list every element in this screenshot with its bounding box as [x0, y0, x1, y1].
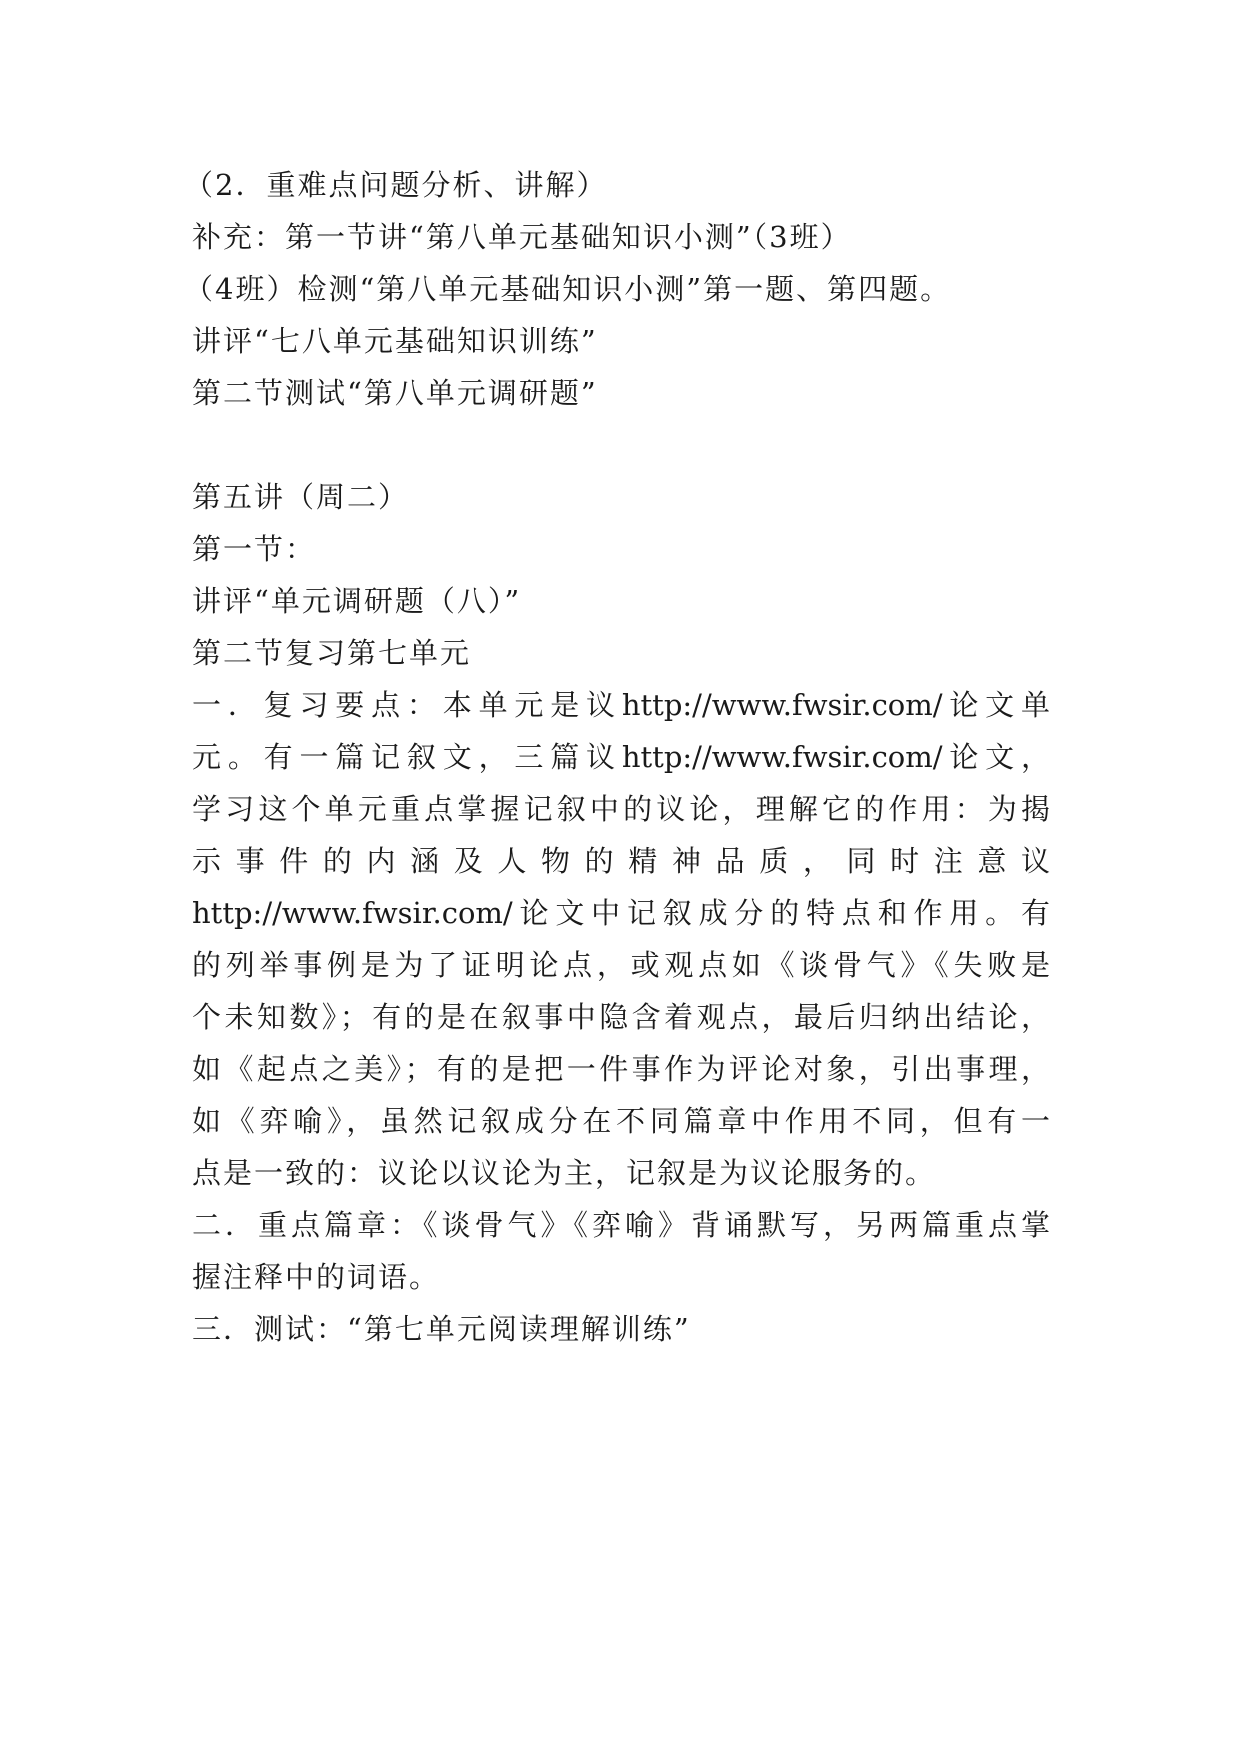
text-line: 的列举事例是为了证明论点，或观点如《谈骨气》《失败是	[192, 948, 1050, 982]
text-line: 示 事 件 的 内 涵 及 人 物 的 精 神 品 质 ， 同 时 注 意 议	[192, 844, 1050, 878]
text-line: （2．重难点问题分析、讲解）	[184, 168, 608, 202]
text-line: 如《弈喻》，虽然记叙成分在不同篇章中作用不同，但有一	[192, 1104, 1050, 1138]
text-line: 握注释中的词语。	[192, 1260, 441, 1294]
text-line: http://www.fwsir.com/论文中记叙成分的特点和作用。有	[192, 896, 1050, 930]
text-line: 第二节测试“第八单元调研题”	[192, 376, 598, 410]
text-line: 二．重点篇章：《谈骨气》《弈喻》背诵默写，另两篇重点掌	[192, 1208, 1050, 1242]
text-line: （4班）检测“第八单元基础知识小测”第一题、第四题。	[184, 272, 952, 306]
text-line: 学习这个单元重点掌握记叙中的议论，理解它的作用：为揭	[192, 792, 1050, 826]
text-line: 补充：第一节讲“第八单元基础知识小测”（3班）	[192, 220, 852, 254]
text-line: 第一节：	[192, 532, 317, 566]
text-line: 讲评“单元调研题（八）”	[192, 584, 522, 618]
text-line: 三．测试：“第七单元阅读理解训练”	[192, 1312, 691, 1346]
text-line: 讲评“七八单元基础知识训练”	[192, 324, 598, 358]
text-line: 如《起点之美》；有的是把一件事作为评论对象，引出事理，	[192, 1052, 1050, 1086]
text-line: 点是一致的：议论以议论为主，记叙是为议论服务的。	[192, 1156, 937, 1190]
section-heading: 第五讲（周二）	[192, 480, 410, 514]
text-line: 一．复习要点：本单元是议http://www.fwsir.com/论文单	[192, 688, 1050, 722]
text-line: 元。有一篇记叙文，三篇议http://www.fwsir.com/论文，	[192, 740, 1050, 774]
text-line: 第二节复习第七单元	[192, 636, 472, 670]
text-line: 个未知数》；有的是在叙事中隐含着观点，最后归纳出结论，	[192, 1000, 1050, 1034]
